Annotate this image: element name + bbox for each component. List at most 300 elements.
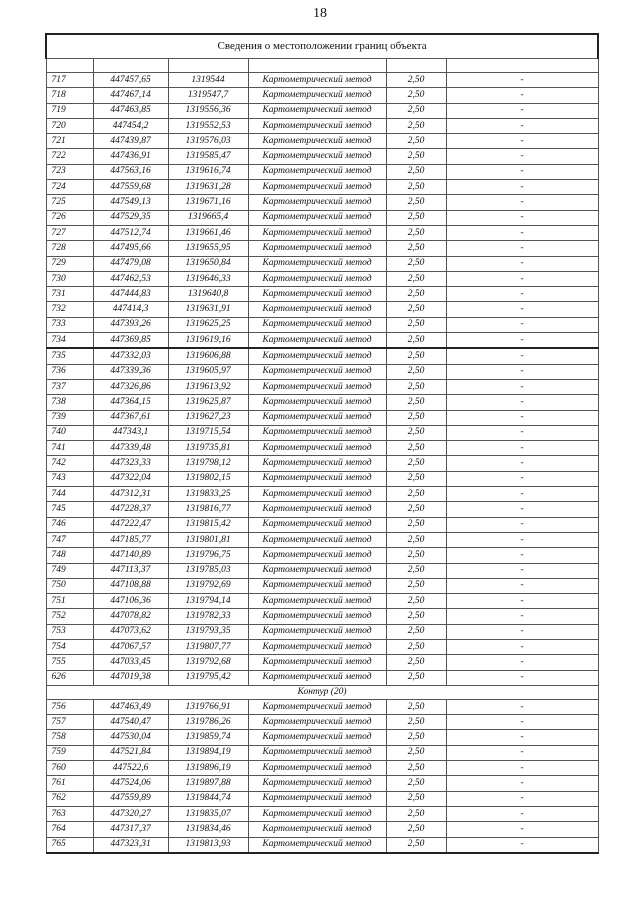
- point-number-cell: 742: [46, 456, 93, 471]
- note-cell: -: [446, 271, 598, 286]
- note-cell: -: [446, 761, 598, 776]
- y-coordinate-cell: 1319619,16: [168, 333, 248, 349]
- table-row: [46, 149, 598, 164]
- accuracy-cell: 2,50: [386, 410, 446, 425]
- table-row: [46, 287, 598, 302]
- table-row: [46, 425, 598, 440]
- x-coordinate-cell: 447312,31: [93, 487, 168, 502]
- point-number-cell: 761: [46, 776, 93, 791]
- method-cell: Картометрический метод: [248, 164, 386, 179]
- method-cell: Картометрический метод: [248, 699, 386, 714]
- table-row: [46, 517, 598, 532]
- x-coordinate-cell: 447522,6: [93, 761, 168, 776]
- accuracy-cell: 2,50: [386, 302, 446, 317]
- table-row: [46, 639, 598, 654]
- y-coordinate-cell: 1319625,87: [168, 395, 248, 410]
- method-cell: Картометрический метод: [248, 210, 386, 225]
- contour-label: Контур (20): [46, 685, 598, 699]
- accuracy-cell: 2,50: [386, 699, 446, 714]
- accuracy-cell: 2,50: [386, 364, 446, 379]
- method-cell: Картометрический метод: [248, 822, 386, 837]
- method-cell: Картометрический метод: [248, 225, 386, 240]
- table-row: [46, 271, 598, 286]
- table-row: [46, 699, 598, 714]
- table-subheader-row: [46, 59, 598, 73]
- x-coordinate-cell: 447228,37: [93, 502, 168, 517]
- x-coordinate-cell: 447019,38: [93, 670, 168, 685]
- x-coordinate-cell: 447540,47: [93, 715, 168, 730]
- table-row: [46, 548, 598, 563]
- page-number: 18: [313, 6, 327, 21]
- y-coordinate-cell: 1319794,14: [168, 594, 248, 609]
- note-cell: -: [446, 456, 598, 471]
- accuracy-cell: 2,50: [386, 761, 446, 776]
- point-number-cell: 746: [46, 517, 93, 532]
- x-coordinate-cell: 447463,85: [93, 103, 168, 118]
- note-cell: -: [446, 317, 598, 332]
- y-coordinate-cell: 1319859,74: [168, 730, 248, 745]
- note-cell: -: [446, 287, 598, 302]
- table-row: [46, 670, 598, 685]
- y-coordinate-cell: 1319715,54: [168, 425, 248, 440]
- point-number-cell: 758: [46, 730, 93, 745]
- point-number-cell: 720: [46, 118, 93, 133]
- x-coordinate-cell: 447439,87: [93, 134, 168, 149]
- method-cell: Картометрический метод: [248, 806, 386, 821]
- x-coordinate-cell: 447454,2: [93, 118, 168, 133]
- y-coordinate-cell: 1319896,19: [168, 761, 248, 776]
- table-row: [46, 745, 598, 760]
- note-cell: -: [446, 302, 598, 317]
- table-row: [46, 624, 598, 639]
- y-coordinate-cell: 1319655,95: [168, 241, 248, 256]
- method-cell: Картометрический метод: [248, 364, 386, 379]
- table-row: [46, 594, 598, 609]
- method-cell: Картометрический метод: [248, 410, 386, 425]
- y-coordinate-cell: 1319786,26: [168, 715, 248, 730]
- table-row: [46, 776, 598, 791]
- accuracy-cell: 2,50: [386, 456, 446, 471]
- accuracy-cell: 2,50: [386, 578, 446, 593]
- accuracy-cell: 2,50: [386, 745, 446, 760]
- note-cell: -: [446, 471, 598, 486]
- point-number-cell: 721: [46, 134, 93, 149]
- point-number-cell: 752: [46, 609, 93, 624]
- accuracy-cell: 2,50: [386, 88, 446, 103]
- accuracy-cell: 2,50: [386, 210, 446, 225]
- method-cell: Картометрический метод: [248, 563, 386, 578]
- method-cell: Картометрический метод: [248, 73, 386, 88]
- method-cell: Картометрический метод: [248, 776, 386, 791]
- x-coordinate-cell: 447563,16: [93, 164, 168, 179]
- point-number-cell: 733: [46, 317, 93, 332]
- point-number-cell: 745: [46, 502, 93, 517]
- y-coordinate-cell: 1319793,35: [168, 624, 248, 639]
- x-coordinate-cell: 447462,53: [93, 271, 168, 286]
- x-coordinate-cell: 447367,61: [93, 410, 168, 425]
- method-cell: Картометрический метод: [248, 118, 386, 133]
- table-row: [46, 487, 598, 502]
- note-cell: -: [446, 180, 598, 195]
- x-coordinate-cell: 447495,66: [93, 241, 168, 256]
- accuracy-cell: 2,50: [386, 532, 446, 547]
- method-cell: Картометрический метод: [248, 487, 386, 502]
- point-number-cell: 750: [46, 578, 93, 593]
- note-cell: -: [446, 256, 598, 271]
- accuracy-cell: 2,50: [386, 563, 446, 578]
- accuracy-cell: 2,50: [386, 502, 446, 517]
- table-row: [46, 837, 598, 853]
- y-coordinate-cell: 1319627,23: [168, 410, 248, 425]
- note-cell: -: [446, 609, 598, 624]
- note-cell: -: [446, 837, 598, 853]
- accuracy-cell: 2,50: [386, 441, 446, 456]
- note-cell: -: [446, 103, 598, 118]
- accuracy-cell: 2,50: [386, 164, 446, 179]
- accuracy-cell: 2,50: [386, 639, 446, 654]
- x-coordinate-cell: 447529,35: [93, 210, 168, 225]
- point-number-cell: 749: [46, 563, 93, 578]
- accuracy-cell: 2,50: [386, 594, 446, 609]
- point-number-cell: 722: [46, 149, 93, 164]
- y-coordinate-cell: 1319815,42: [168, 517, 248, 532]
- point-number-cell: 753: [46, 624, 93, 639]
- note-cell: -: [446, 225, 598, 240]
- point-number-cell: 734: [46, 333, 93, 349]
- table-row: [46, 655, 598, 670]
- x-coordinate-cell: 447457,65: [93, 73, 168, 88]
- note-cell: -: [446, 195, 598, 210]
- accuracy-cell: 2,50: [386, 333, 446, 349]
- x-coordinate-cell: 447530,04: [93, 730, 168, 745]
- contour-separator-row: [46, 685, 598, 699]
- accuracy-cell: 2,50: [386, 776, 446, 791]
- y-coordinate-cell: 1319735,81: [168, 441, 248, 456]
- x-coordinate-cell: 447393,26: [93, 317, 168, 332]
- y-coordinate-cell: 1319833,25: [168, 487, 248, 502]
- note-cell: -: [446, 241, 598, 256]
- table-row: [46, 609, 598, 624]
- accuracy-cell: 2,50: [386, 425, 446, 440]
- table-row: [46, 761, 598, 776]
- point-number-cell: 718: [46, 88, 93, 103]
- method-cell: Картометрический метод: [248, 379, 386, 394]
- y-coordinate-cell: 1319616,74: [168, 164, 248, 179]
- x-coordinate-cell: 447078,82: [93, 609, 168, 624]
- x-coordinate-cell: 447339,48: [93, 441, 168, 456]
- accuracy-cell: 2,50: [386, 241, 446, 256]
- x-coordinate-cell: 447073,62: [93, 624, 168, 639]
- x-coordinate-cell: 447323,31: [93, 837, 168, 853]
- table-row: [46, 241, 598, 256]
- y-coordinate-cell: 1319650,84: [168, 256, 248, 271]
- accuracy-cell: 2,50: [386, 670, 446, 685]
- x-coordinate-cell: 447113,37: [93, 563, 168, 578]
- accuracy-cell: 2,50: [386, 791, 446, 806]
- accuracy-cell: 2,50: [386, 256, 446, 271]
- note-cell: -: [446, 410, 598, 425]
- point-number-cell: 727: [46, 225, 93, 240]
- table-row: [46, 88, 598, 103]
- y-coordinate-cell: 1319585,47: [168, 149, 248, 164]
- accuracy-cell: 2,50: [386, 487, 446, 502]
- note-cell: -: [446, 118, 598, 133]
- point-number-cell: 744: [46, 487, 93, 502]
- y-coordinate-cell: 1319816,77: [168, 502, 248, 517]
- table-row: [46, 471, 598, 486]
- method-cell: Картометрический метод: [248, 287, 386, 302]
- point-number-cell: 730: [46, 271, 93, 286]
- y-coordinate-cell: 1319897,88: [168, 776, 248, 791]
- accuracy-cell: 2,50: [386, 548, 446, 563]
- table-row: [46, 256, 598, 271]
- table-row: [46, 333, 598, 349]
- point-number-cell: 762: [46, 791, 93, 806]
- method-cell: Картометрический метод: [248, 594, 386, 609]
- note-cell: -: [446, 699, 598, 714]
- accuracy-cell: 2,50: [386, 118, 446, 133]
- point-number-cell: 751: [46, 594, 93, 609]
- accuracy-cell: 2,50: [386, 379, 446, 394]
- accuracy-cell: 2,50: [386, 317, 446, 332]
- x-coordinate-cell: 447320,27: [93, 806, 168, 821]
- table-row: [46, 118, 598, 133]
- table-row: [46, 791, 598, 806]
- point-number-cell: 717: [46, 73, 93, 88]
- point-number-cell: 757: [46, 715, 93, 730]
- note-cell: -: [446, 806, 598, 821]
- point-number-cell: 755: [46, 655, 93, 670]
- table-row: [46, 441, 598, 456]
- y-coordinate-cell: 1319785,03: [168, 563, 248, 578]
- method-cell: Картометрический метод: [248, 180, 386, 195]
- y-coordinate-cell: 1319813,93: [168, 837, 248, 853]
- table-row: [46, 302, 598, 317]
- y-coordinate-cell: 1319795,42: [168, 670, 248, 685]
- y-coordinate-cell: 1319646,33: [168, 271, 248, 286]
- table-row: [46, 395, 598, 410]
- note-cell: -: [446, 548, 598, 563]
- table-row: [46, 225, 598, 240]
- method-cell: Картометрический метод: [248, 271, 386, 286]
- note-cell: -: [446, 670, 598, 685]
- table-row: [46, 317, 598, 332]
- note-cell: -: [446, 715, 598, 730]
- table-row: [46, 563, 598, 578]
- note-cell: -: [446, 441, 598, 456]
- y-coordinate-cell: 1319801,81: [168, 532, 248, 547]
- table-row: [46, 210, 598, 225]
- x-coordinate-cell: 447512,74: [93, 225, 168, 240]
- table-row: [46, 822, 598, 837]
- x-coordinate-cell: 447343,1: [93, 425, 168, 440]
- method-cell: Картометрический метод: [248, 103, 386, 118]
- accuracy-cell: 2,50: [386, 73, 446, 88]
- point-number-cell: 754: [46, 639, 93, 654]
- method-cell: Картометрический метод: [248, 441, 386, 456]
- note-cell: -: [446, 822, 598, 837]
- x-coordinate-cell: 447033,45: [93, 655, 168, 670]
- accuracy-cell: 2,50: [386, 517, 446, 532]
- note-cell: -: [446, 578, 598, 593]
- point-number-cell: 740: [46, 425, 93, 440]
- method-cell: Картометрический метод: [248, 195, 386, 210]
- point-number-cell: 726: [46, 210, 93, 225]
- x-coordinate-cell: 447549,13: [93, 195, 168, 210]
- x-coordinate-cell: 447467,14: [93, 88, 168, 103]
- method-cell: Картометрический метод: [248, 241, 386, 256]
- point-number-cell: 719: [46, 103, 93, 118]
- table-row: [46, 715, 598, 730]
- accuracy-cell: 2,50: [386, 471, 446, 486]
- method-cell: Картометрический метод: [248, 425, 386, 440]
- note-cell: -: [446, 149, 598, 164]
- x-coordinate-cell: 447326,86: [93, 379, 168, 394]
- method-cell: Картометрический метод: [248, 456, 386, 471]
- point-number-cell: 765: [46, 837, 93, 853]
- method-cell: Картометрический метод: [248, 88, 386, 103]
- accuracy-cell: 2,50: [386, 225, 446, 240]
- table-row: [46, 103, 598, 118]
- table-title: Сведения о местоположении границ объекта: [46, 34, 598, 59]
- y-coordinate-cell: 1319625,25: [168, 317, 248, 332]
- table-row: [46, 134, 598, 149]
- y-coordinate-cell: 1319552,53: [168, 118, 248, 133]
- y-coordinate-cell: 1319640,8: [168, 287, 248, 302]
- method-cell: Картометрический метод: [248, 333, 386, 349]
- accuracy-cell: 2,50: [386, 195, 446, 210]
- note-cell: -: [446, 88, 598, 103]
- y-coordinate-cell: 1319665,4: [168, 210, 248, 225]
- x-coordinate-cell: 447479,08: [93, 256, 168, 271]
- method-cell: Картометрический метод: [248, 624, 386, 639]
- point-number-cell: 723: [46, 164, 93, 179]
- method-cell: Картометрический метод: [248, 639, 386, 654]
- y-coordinate-cell: 1319807,77: [168, 639, 248, 654]
- note-cell: -: [446, 134, 598, 149]
- y-coordinate-cell: 1319661,46: [168, 225, 248, 240]
- note-cell: -: [446, 348, 598, 364]
- x-coordinate-cell: 447317,37: [93, 822, 168, 837]
- y-coordinate-cell: 1319802,15: [168, 471, 248, 486]
- point-number-cell: 725: [46, 195, 93, 210]
- table-row: [46, 730, 598, 745]
- accuracy-cell: 2,50: [386, 103, 446, 118]
- note-cell: -: [446, 639, 598, 654]
- note-cell: -: [446, 502, 598, 517]
- note-cell: -: [446, 532, 598, 547]
- y-coordinate-cell: 1319844,74: [168, 791, 248, 806]
- y-coordinate-cell: 1319631,28: [168, 180, 248, 195]
- point-number-cell: 728: [46, 241, 93, 256]
- table-row: [46, 379, 598, 394]
- y-coordinate-cell: 1319798,12: [168, 456, 248, 471]
- method-cell: Картометрический метод: [248, 655, 386, 670]
- method-cell: Картометрический метод: [248, 715, 386, 730]
- point-number-cell: 756: [46, 699, 93, 714]
- accuracy-cell: 2,50: [386, 271, 446, 286]
- y-coordinate-cell: 1319834,46: [168, 822, 248, 837]
- x-coordinate-cell: 447524,06: [93, 776, 168, 791]
- accuracy-cell: 2,50: [386, 287, 446, 302]
- x-coordinate-cell: 447559,89: [93, 791, 168, 806]
- point-number-cell: 763: [46, 806, 93, 821]
- table-row: [46, 164, 598, 179]
- y-coordinate-cell: 1319766,91: [168, 699, 248, 714]
- x-coordinate-cell: 447185,77: [93, 532, 168, 547]
- method-cell: Картометрический метод: [248, 317, 386, 332]
- method-cell: Картометрический метод: [248, 302, 386, 317]
- note-cell: -: [446, 487, 598, 502]
- table-row: [46, 578, 598, 593]
- x-coordinate-cell: 447463,49: [93, 699, 168, 714]
- table-row: [46, 410, 598, 425]
- y-coordinate-cell: 1319792,69: [168, 578, 248, 593]
- point-number-cell: 748: [46, 548, 93, 563]
- y-coordinate-cell: 1319544: [168, 73, 248, 88]
- accuracy-cell: 2,50: [386, 655, 446, 670]
- x-coordinate-cell: 447339,36: [93, 364, 168, 379]
- x-coordinate-cell: 447364,15: [93, 395, 168, 410]
- note-cell: -: [446, 745, 598, 760]
- y-coordinate-cell: 1319894,19: [168, 745, 248, 760]
- point-number-cell: 739: [46, 410, 93, 425]
- x-coordinate-cell: 447436,91: [93, 149, 168, 164]
- method-cell: Картометрический метод: [248, 471, 386, 486]
- method-cell: Картометрический метод: [248, 578, 386, 593]
- x-coordinate-cell: 447332,03: [93, 348, 168, 364]
- boundary-coordinates-table: [45, 33, 599, 854]
- table-row: [46, 73, 598, 88]
- note-cell: -: [446, 624, 598, 639]
- method-cell: Картометрический метод: [248, 837, 386, 853]
- y-coordinate-cell: 1319605,97: [168, 364, 248, 379]
- note-cell: -: [446, 517, 598, 532]
- note-cell: -: [446, 73, 598, 88]
- accuracy-cell: 2,50: [386, 149, 446, 164]
- accuracy-cell: 2,50: [386, 730, 446, 745]
- method-cell: Картометрический метод: [248, 395, 386, 410]
- table-row: [46, 348, 598, 364]
- y-coordinate-cell: 1319613,92: [168, 379, 248, 394]
- y-coordinate-cell: 1319547,7: [168, 88, 248, 103]
- method-cell: Картометрический метод: [248, 548, 386, 563]
- x-coordinate-cell: 447140,89: [93, 548, 168, 563]
- method-cell: Картометрический метод: [248, 761, 386, 776]
- y-coordinate-cell: 1319631,91: [168, 302, 248, 317]
- table-row: [46, 180, 598, 195]
- accuracy-cell: 2,50: [386, 180, 446, 195]
- y-coordinate-cell: 1319671,16: [168, 195, 248, 210]
- method-cell: Картометрический метод: [248, 348, 386, 364]
- accuracy-cell: 2,50: [386, 134, 446, 149]
- accuracy-cell: 2,50: [386, 806, 446, 821]
- note-cell: -: [446, 364, 598, 379]
- point-number-cell: 747: [46, 532, 93, 547]
- point-number-cell: 729: [46, 256, 93, 271]
- x-coordinate-cell: 447067,57: [93, 639, 168, 654]
- table-row: [46, 195, 598, 210]
- point-number-cell: 735: [46, 348, 93, 364]
- accuracy-cell: 2,50: [386, 395, 446, 410]
- accuracy-cell: 2,50: [386, 609, 446, 624]
- accuracy-cell: 2,50: [386, 348, 446, 364]
- note-cell: -: [446, 164, 598, 179]
- method-cell: Картометрический метод: [248, 134, 386, 149]
- y-coordinate-cell: 1319556,36: [168, 103, 248, 118]
- method-cell: Картометрический метод: [248, 532, 386, 547]
- x-coordinate-cell: 447414,3: [93, 302, 168, 317]
